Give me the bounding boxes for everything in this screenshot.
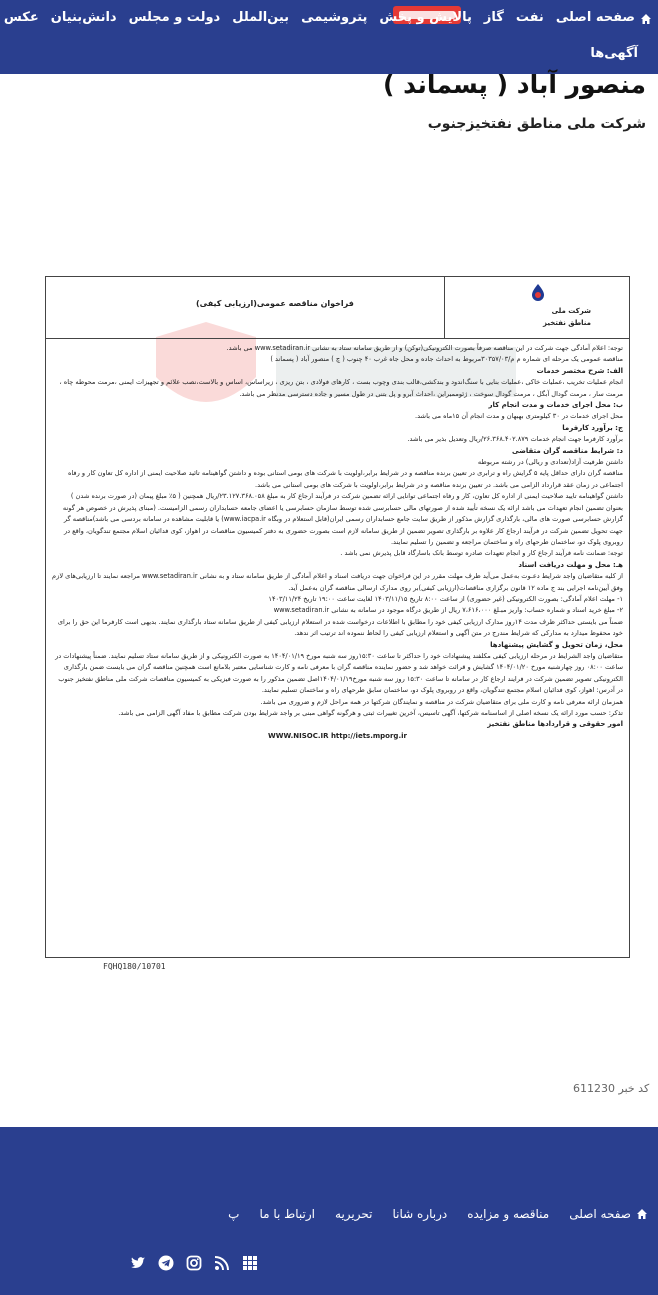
home-icon <box>640 12 652 24</box>
footer-link-more[interactable]: پ <box>228 1207 240 1221</box>
ad-line: متقاضیان واجد الشرایط در مرحله ارزیابی کیفی مکلفند پیشنهادات خود را حداکثر تا ساعت ۱۵:۳۰روز سه شنبه مورخ ۱۴۰۴/۰۱/۱۹ به صورت الکترونیکی و از طریق سامانه ستاد تسلیم نمایند. ضمناً پیشنهادات در ساعت ۰۸:۰۰ روز چهارشنبه مورخ ۱۴۰۴/۰۱/۲۰ گشایش و قرائت خواهد شد و حضور نماینده مناقصه گران با معرفی نامه و کارت شناسایی معتبر بلامانع است همچنین مناقصه گران می بایست ضمن بارگذاری الکترونیکی تصویر تضمین شرکت در فرایند ارجاع کار در سامانه تا ساعت ۱۵:۳۰ روز سه شنبه مورخ۱۴۰۴/۰۱/۱۹اصل تضمین مذکور را به صورت فیزیکی به کمیسیون مناقصات شرکت ملی مناطق نفتخیز جنوب در آدرس: اهواز، کوی فدائیان اسلام مجتمع تندگویان، واقع در روبروی پلوک دو، ساختمان سابق طرحهای راه و ساختمان تسلیم نمایند. <box>55 651 623 695</box>
ad-line: انجام عملیات تخریب ،عملیات خاکی ،عملیات بنایی با سنگ‌اندود و بندکشی،قالب بندی وچوب بست ، کارهای فولادی ، بتن ریزی ، زیراساس، اساس و بالاست،نصب علائم و تجهیزات ایمنی ،مرمت محوطه چاه ، مرمت سار ، مرمت گودال آبگل ، مرمت گودال سوخت ، ژئوممبراین ،احداث آبرو و پل بتنی در طول مسیر و جاده دسترسی مدنظر می باشد. <box>59 378 623 398</box>
ad-line: از کلیه متقاضیان واجد شرایط دعـوت به‌عمل می‌آید ظرف مهلت مقرر در این فراخوان جهت دریافت اسناد و اعلام آمادگی از طریق سامانه ستاد و به نشانی www.setadiran.ir مراجعه نمایند تا ارزیابی‌های لازم وفق آیین‌نامه اجرایی بند ج ماده ۱۲ قانون برگزاری مناقصات(ارزیابی کیفی)بر روی مدارک ارسالی مناقصه گران به‌عمل آید. <box>52 572 623 592</box>
ad-line: مناقصه عمومی یک مرحله ای شماره م م/۳۰۳۵۷/۰۳مربوط به احداث جاده و محل جاه غرب ۴۰ چنوب ( چ ) منصور آباد ( پسماند ) <box>270 355 623 364</box>
ad-line: ضمناً می بایستی حداکثر ظرف مدت ۱۴روز مدارک ارزیابی کیفی خود را مطابق با اطلاعات درخواست شده در استعلام ارزیابی کیفی از طریق سامانه ستاد بارگذاری نمایند. بدیهی است کارفرما این حق را برای خود محفوظ میدارد به مدارکی که شرایط مندرج در متن آگهی و استعلام ارزیابی کیفی را لحاظ ننموده اند ترتیب اثر ندهد. <box>57 617 623 638</box>
ad-section-heading: ج: برآورد کارفرما <box>562 423 623 432</box>
footer-link-contact[interactable]: ارتباط با ما <box>259 1207 316 1221</box>
footer-link-home[interactable]: صفحه اصلی <box>559 1207 658 1221</box>
company-name-line-1: شرکت ملی <box>551 307 591 315</box>
nav-item-home[interactable]: صفحه اصلی <box>550 8 658 28</box>
ad-line: توجه: اعلام آمادگی جهت شرکت در این مناقصه صرفاً بصورت الکترونیکی(توکن) و از طریق سامانه ستاد به نشانی www.setadiran.ir می باشد. <box>226 344 623 352</box>
nav-item-refining[interactable]: پالایش و پخش <box>379 10 472 25</box>
nav-item-gas[interactable]: گاز <box>483 10 504 25</box>
nav-menu <box>0 8 658 28</box>
twitter-icon[interactable] <box>130 1255 146 1271</box>
ad-section-heading: محل، زمان تحویل و گشایش پیشنهادها <box>490 640 623 649</box>
ad-reference-code: FQHQ180/10701 <box>103 962 166 971</box>
ad-websites: WWW.NISOC.IR http://iets.mporg.ir <box>268 731 407 740</box>
ad-line: مناقصه گران دارای حداقل پایه ۵ گرایش راه و ترابری در تعیین برنده مناقصه و در شرایط برابر،اولویت با شرکت های بومی استانی بوده و داشتن گواهینامه تائید صلاحیت ایمنی از اداره کل تعاون کار و رفاه اجتماعی در زمان عقد قرارداد الزامی می باشد. در تعیین برنده مناقصه و در شرایط برابر،اولویت با شرکت های بومی استانی می باشد. <box>67 469 623 489</box>
ad-line: تذکر: حسب مورد ارائه یک نسخه اصلی از اساسنامه شرکتها، آگهی تاسیس، آخرین تغییرات ثبتی و هرگونه گواهی مبنی بر واجد شرایط بودن شرکت مطابق با مفاد آگهی الزامی می باشد. <box>118 709 623 717</box>
ad-section-heading: الف: شرح مختصر خدمات <box>536 366 623 375</box>
home-icon <box>636 1208 648 1220</box>
ad-line: توجه: ضمانت نامه فرآیند ارجاع کار و انجام تعهدات صادره توسط بانک باسارگاد قابل پذیرش نمی باشد . <box>340 549 623 558</box>
page-title: منصور آباد ( پسماند ) <box>382 70 646 99</box>
instagram-icon[interactable] <box>186 1255 202 1271</box>
company-logo-cell <box>444 277 629 339</box>
ad-header <box>46 277 629 339</box>
nisoc-logo-icon <box>527 283 549 303</box>
ad-section-heading: ب: محل اجرای خدمات و مدت انجام کار <box>488 401 623 410</box>
telegram-icon[interactable] <box>158 1255 174 1271</box>
footer-link-tenders[interactable]: مناقصه و مزایده <box>467 1207 550 1221</box>
nav-item-government[interactable]: دولت و مجلس <box>128 10 221 25</box>
rss-icon[interactable] <box>214 1255 230 1271</box>
ad-line: داشتن ظرفیت آزاد(تعدادی و ریالی) در رشته مربوطه <box>477 458 623 467</box>
ad-line: برآورد کارفرما جهت انجام خدمات ۲۶.۳۶۸.۴۰۲.۸۷۹/ریال وتعدیل بذیر می باشد. <box>407 435 623 444</box>
nav-item-petrochemical[interactable]: پتروشیمی <box>301 10 368 25</box>
tender-ad-image <box>45 276 630 958</box>
ad-line: ۲- مبلغ خرید اسناد و شماره حساب: واریز مبـلغ ۷،۶۱۶،۰۰۰ ریال از طریق درگاه موجود در سامانه به نشانی www.setadiran.ir <box>273 606 623 615</box>
nav-item-international[interactable]: بین‌الملل <box>232 10 290 25</box>
ad-body <box>52 343 623 742</box>
footer-link-editorial[interactable]: تحریریه <box>335 1207 373 1221</box>
ad-signature: امور حقوقی و قراردادها مناطق نفتخیز <box>487 720 623 729</box>
nav-item-knowledge[interactable]: دانش‌بنیان <box>50 10 117 25</box>
nav-item-oil[interactable]: نفت <box>515 10 544 25</box>
news-code: کد خبر 611230 <box>573 1082 650 1095</box>
ad-line: همزمان ارائه معرفی نامه و کارت ملی برای متقاضیان شرکت در مناقصه و نمایندگان شرکتها در همه مراحل لازم و ضروری می باشد. <box>260 697 623 706</box>
nav-item-photo[interactable]: عکس <box>3 10 39 25</box>
footer-link-about[interactable]: درباره شانا <box>392 1207 448 1221</box>
footer-links <box>218 1207 658 1221</box>
top-navigation <box>0 0 658 74</box>
nav-item-ads[interactable]: آگهی‌ها <box>590 46 638 61</box>
ad-line: ۱- مهلت اعلام آمادگی: بصورت الکترونیکی (غیر حضوری) از ساعت ۸:۰۰ تاریخ ۱۴۰۳/۱۱/۱۵ لغایت ساعت ۱۹:۰۰ تاریخ ۱۴۰۳/۱۱/۲۴ <box>268 594 623 603</box>
ad-line: داشتن گواهینامه تایید صلاحیت ایمنی از اداره کل تعاون، کار و رفاه اجتماعی توانایی ارائه تضمین شرکت در فرآیند ارجاع کار به مبلغ ۲۳.۱۲۷.۳۶۸.۰۵۸/ریال همچنین ( ۵٪ مبلغ پیمان (در صورت برنده شدن ) بعنوان تضمین انجام تعهدات می باشد ارائه یک نسخه تأیید شده از صورتهای مالی حسابرسی شده توسط سازمان حسابرسی یا اعضای جامعه حسابداران رسمی الزامیست. (مبنای پذیرش در خصوص هر گونه گزارش حسابرسی صورت های مالی، بارگذاری گزارش مذکور از طریق سایت جامع حسابداران رسمی ایران(قابل استعلام در وبگاه www.iacpa.ir) یا قابلیت مشاهده در سامانه بردسی می باشد)مناقصه گر جهت تحویل تضمین شرکت در فرآیند ارجاع کار علاوه بر بارگذاری تصویر تضمین از طریق سامانه لازم است بصورت حضوری به دفتر کمیسیون مناقصات در اهواز، کوی فدائیان اسلام مجتمع تندگویان، واقع در روبروی پلوک دو، ساختمان طرحهای راه و ساختمان مراجعه و تضمین را تسلیم نمایند. <box>62 492 623 546</box>
ad-line: محل اجرای خدمات در ۳۰ کیلومتری بهبهان و مدت انجام آن ۱۵ماه می باشد. <box>414 412 623 421</box>
call-title: فراخوان مناقصه عمومی(ارزیابی کیفی) <box>196 299 354 308</box>
social-icons <box>130 1255 258 1271</box>
ad-section-heading: هـ: محل و مهلت دریافت اسناد <box>518 560 623 569</box>
sitemap-icon[interactable] <box>242 1255 258 1271</box>
company-name-line-2: مناطق نفتخیز <box>543 319 591 327</box>
footer <box>0 1127 658 1295</box>
article-subtitle: شرکت ملی مناطق نفتخیزجنوب <box>427 116 646 132</box>
ad-section-heading: د: شرایط مناقصه گران متقاضی <box>512 446 623 455</box>
